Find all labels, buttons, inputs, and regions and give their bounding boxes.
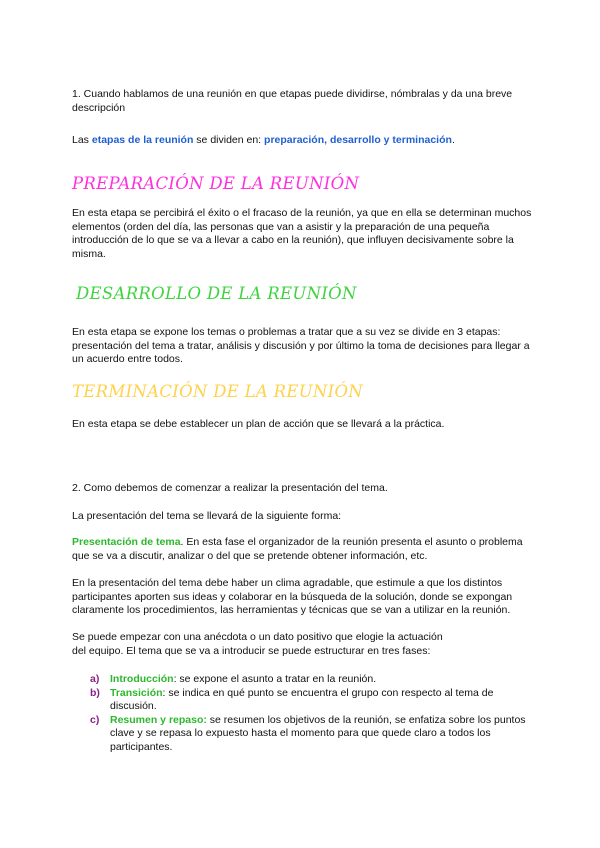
phase-name: Resumen y repaso: [110,713,207,726]
phase-name: Introducción [110,673,174,685]
question-2: 2. Como debemos de comenzar a realizar la presentación del tema. [72,482,388,494]
desarrollo-text: En esta etapa se expone los temas o problemas a tratar que a su vez se divide en 3 etapas: presentación del tema a tratar, análisis y discusión y por último la toma de decisiones para llegar a un acuerdo entre todos. [72,326,530,365]
preparacion-text: En esta etapa se percibirá el éxito o el fracaso de la reunión, ya que en ella se determinan muchos elementos (orden del día, las personas que van a asistir y la preparación de una pequeña introducción de lo que se va a llevar a cabo en la reunión), que influyen decisivamente sobre la misma. [72,207,532,260]
presentation-intro: La presentación del tema se llevará de la siguiente forma: [72,510,342,522]
presentation-term-text: . En esta fase el organizador de la reunión presenta el asunto o problema que se va a discutir, analizar o del que se pretende obtener información, etc. [72,536,523,562]
heading-terminacion: TERMINACIÓN DE LA REUNIÓN [72,382,364,401]
answer-prefix: Las [72,134,92,146]
phase-text: : se expone el asunto a tratar en la reunión. [173,673,377,685]
answer-1 [72,134,532,148]
question-1: 1. Cuando hablamos de una reunión en que etapas puede dividirse, nómbralas y da una breve descripción [72,88,513,114]
phase-name: Transición [110,686,163,699]
answer-suffix: . [451,134,455,146]
phase-marker: b) [90,686,100,699]
presentation-paragraph: En la presentación del tema debe haber un clima agradable, que estimule a que los distintos participantes aporten sus ideas y colaborar en la búsqueda de la solución, donde se expongan claramente los procedimientos, las herramientas y técnicas que se van a utilizar en la reunión. [72,577,513,616]
phase-item [72,687,532,714]
answer-mid: se dividen en: [193,134,265,146]
phase-text: : se indica en qué punto se encuentra el grupo con respecto al tema de discusión. [110,686,494,712]
phase-marker: a) [90,673,100,685]
stages-list-link: preparación, desarrollo y terminación [264,134,452,146]
phase-item [72,714,532,755]
presentation-line-2: del equipo. El tema que se va a introducir se puede estructurar en tres fases: [72,645,431,657]
terminacion-text: En esta etapa se debe establecer un plan de acción que se llevará a la práctica. [72,418,445,430]
presentation-term: Presentación de tema [72,536,181,548]
etapas-link: etapas de la reunión [91,134,194,146]
phase-text: se resumen los objetivos de la reunión, se enfatiza sobre los puntos clave y se repasa lo expuesto hasta el momento para que quede claro a todos los participantes. [110,713,526,753]
heading-preparacion: PREPARACIÓN DE LA REUNIÓN [72,174,360,193]
phase-item [72,673,532,687]
phase-marker: c) [90,713,100,726]
presentation-definition [72,536,532,563]
presentation-line-1: Se puede empezar con una anécdota o un dato positivo que elogie la actuación [72,631,443,643]
heading-desarrollo: DESARROLLO DE LA REUNIÓN [76,284,357,303]
phases-list [72,673,532,754]
